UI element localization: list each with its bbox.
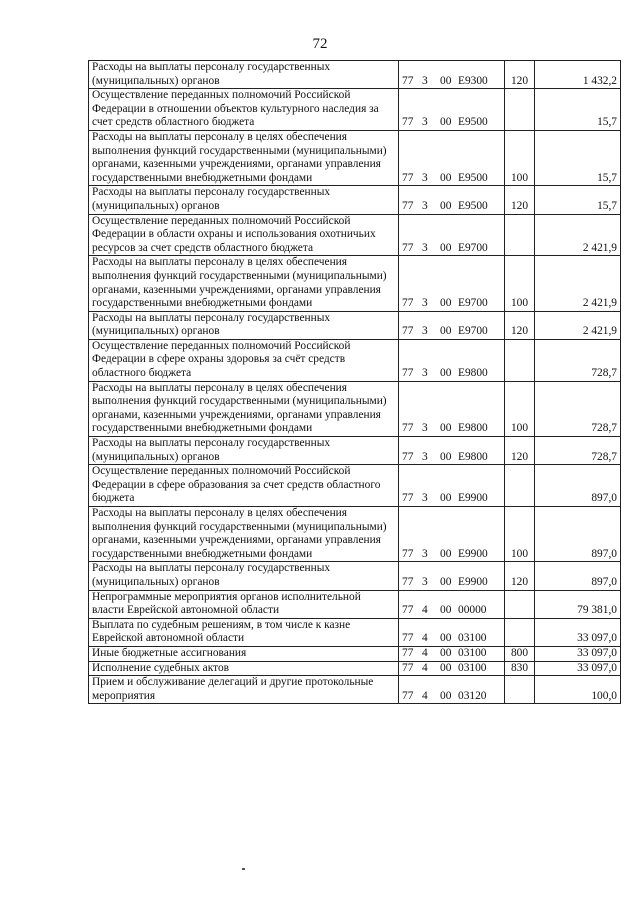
- code-direction: E9500: [458, 116, 488, 129]
- code-program: 77: [402, 646, 414, 659]
- code-subprogram: 3: [422, 199, 428, 212]
- code-program: 77: [402, 171, 414, 184]
- row-description: Расходы на выплаты персоналу государственных (муниципальных) органов: [89, 437, 399, 465]
- code-direction: 03100: [458, 632, 487, 645]
- table-row: [89, 465, 621, 507]
- row-expense-type: 120: [505, 186, 535, 214]
- row-expense-type: 120: [505, 437, 535, 465]
- table-row: [89, 507, 621, 562]
- row-amount: 897,0: [535, 465, 621, 507]
- table-row: [89, 311, 621, 339]
- table-row: [89, 61, 621, 89]
- row-amount: 79 381,0: [535, 590, 621, 618]
- code-main-event: 00: [440, 575, 452, 588]
- code-subprogram: 3: [422, 325, 428, 338]
- row-expense-type: 120: [505, 61, 535, 89]
- code-subprogram: 3: [422, 171, 428, 184]
- code-subprogram: 4: [422, 661, 428, 674]
- code-main-event: 00: [440, 116, 452, 129]
- row-description: Расходы на выплаты персоналу государственных (муниципальных) органов: [89, 562, 399, 590]
- row-expense-type: [505, 676, 535, 704]
- code-program: 77: [402, 74, 414, 87]
- table-row: [89, 590, 621, 618]
- row-target-code: [399, 562, 505, 590]
- code-program: 77: [402, 492, 414, 505]
- code-main-event: 00: [440, 646, 452, 659]
- row-description: Осуществление переданных полномочий Российской Федерации в области охраны и использования охотничьих ресурсов за счет средств областного бюджета: [89, 214, 399, 256]
- code-main-event: 00: [440, 689, 452, 702]
- code-subprogram: 3: [422, 450, 428, 463]
- code-direction: E9900: [458, 547, 488, 560]
- budget-table: [88, 60, 621, 704]
- row-amount: 33 097,0: [535, 646, 621, 661]
- row-description: Расходы на выплаты персоналу государственных (муниципальных) органов: [89, 186, 399, 214]
- code-program: 77: [402, 604, 414, 617]
- row-target-code: [399, 311, 505, 339]
- code-direction: 03120: [458, 689, 487, 702]
- table-row: [89, 437, 621, 465]
- row-expense-type: [505, 465, 535, 507]
- row-amount: 33 097,0: [535, 661, 621, 676]
- row-amount: 100,0: [535, 676, 621, 704]
- row-amount: 728,7: [535, 381, 621, 436]
- code-main-event: 00: [440, 661, 452, 674]
- code-program: 77: [402, 422, 414, 435]
- row-expense-type: 120: [505, 562, 535, 590]
- row-amount: 1 432,2: [535, 61, 621, 89]
- page-number: 72: [312, 36, 328, 52]
- code-program: 77: [402, 297, 414, 310]
- table-row: [89, 89, 621, 131]
- code-subprogram: 4: [422, 646, 428, 659]
- table-row: [89, 214, 621, 256]
- row-target-code: [399, 465, 505, 507]
- code-main-event: 00: [440, 199, 452, 212]
- row-expense-type: 100: [505, 381, 535, 436]
- row-amount: 2 421,9: [535, 214, 621, 256]
- row-amount: 897,0: [535, 507, 621, 562]
- row-target-code: [399, 661, 505, 676]
- row-amount: 2 421,9: [535, 311, 621, 339]
- budget-table-body: [89, 61, 621, 704]
- row-description: Расходы на выплаты персоналу в целях обеспечения выполнения функций государственными (муниципальными) органами, казенными учреждениями, органами управления государственными внебюджетными фондами: [89, 256, 399, 311]
- row-expense-type: [505, 339, 535, 381]
- code-direction: E9800: [458, 450, 488, 463]
- code-direction: E9800: [458, 422, 488, 435]
- row-expense-type: [505, 590, 535, 618]
- code-program: 77: [402, 547, 414, 560]
- row-target-code: [399, 256, 505, 311]
- table-row: [89, 339, 621, 381]
- code-program: 77: [402, 325, 414, 338]
- code-program: 77: [402, 689, 414, 702]
- row-target-code: [399, 186, 505, 214]
- code-subprogram: 3: [422, 116, 428, 129]
- row-target-code: [399, 130, 505, 185]
- code-main-event: 00: [440, 492, 452, 505]
- row-expense-type: [505, 214, 535, 256]
- row-description: Осуществление переданных полномочий Российской Федерации в сфере охраны здоровья за счёт средств областного бюджета: [89, 339, 399, 381]
- code-direction: 03100: [458, 646, 487, 659]
- code-main-event: 00: [440, 422, 452, 435]
- row-amount: 2 421,9: [535, 256, 621, 311]
- code-direction: E9900: [458, 575, 488, 588]
- code-direction: 03100: [458, 661, 487, 674]
- table-row: [89, 676, 621, 704]
- code-program: 77: [402, 575, 414, 588]
- row-amount: 728,7: [535, 437, 621, 465]
- table-row: [89, 256, 621, 311]
- row-target-code: [399, 437, 505, 465]
- row-target-code: [399, 339, 505, 381]
- row-description: Исполнение судебных актов: [89, 661, 399, 676]
- row-amount: 15,7: [535, 130, 621, 185]
- code-subprogram: 3: [422, 74, 428, 87]
- row-target-code: [399, 676, 505, 704]
- table-row: [89, 618, 621, 646]
- row-target-code: [399, 89, 505, 131]
- row-target-code: [399, 61, 505, 89]
- code-program: 77: [402, 241, 414, 254]
- row-description: Иные бюджетные ассигнования: [89, 646, 399, 661]
- code-direction: 00000: [458, 604, 487, 617]
- row-description: Непрограммные мероприятия органов исполнительной власти Еврейской автономной области: [89, 590, 399, 618]
- row-amount: 728,7: [535, 339, 621, 381]
- row-target-code: [399, 507, 505, 562]
- code-subprogram: 3: [422, 241, 428, 254]
- code-direction: E9700: [458, 241, 488, 254]
- row-description: Прием и обслуживание делегаций и другие протокольные мероприятия: [89, 676, 399, 704]
- row-target-code: [399, 618, 505, 646]
- footer-mark: [242, 868, 245, 870]
- row-expense-type: 800: [505, 646, 535, 661]
- code-program: 77: [402, 199, 414, 212]
- code-subprogram: 3: [422, 575, 428, 588]
- code-subprogram: 3: [422, 547, 428, 560]
- table-row: [89, 186, 621, 214]
- code-direction: E9700: [458, 325, 488, 338]
- row-amount: 897,0: [535, 562, 621, 590]
- code-direction: E9500: [458, 171, 488, 184]
- code-subprogram: 3: [422, 422, 428, 435]
- row-description: Расходы на выплаты персоналу в целях обеспечения выполнения функций государственными (муниципальными) органами, казенными учреждениями, органами управления государственными внебюджетными фондами: [89, 130, 399, 185]
- code-main-event: 00: [440, 171, 452, 184]
- table-row: [89, 661, 621, 676]
- row-description: Расходы на выплаты персоналу в целях обеспечения выполнения функций государственными (муниципальными) органами, казенными учреждениями, органами управления государственными внебюджетными фондами: [89, 507, 399, 562]
- row-description: Расходы на выплаты персоналу в целях обеспечения выполнения функций государственными (муниципальными) органами, казенными учреждениями, органами управления государственными внебюджетными фондами: [89, 381, 399, 436]
- table-row: [89, 381, 621, 436]
- code-main-event: 00: [440, 297, 452, 310]
- code-main-event: 00: [440, 367, 452, 380]
- row-expense-type: [505, 89, 535, 131]
- code-main-event: 00: [440, 325, 452, 338]
- code-main-event: 00: [440, 632, 452, 645]
- row-amount: 33 097,0: [535, 618, 621, 646]
- code-main-event: 00: [440, 74, 452, 87]
- row-expense-type: 100: [505, 130, 535, 185]
- row-expense-type: 830: [505, 661, 535, 676]
- row-target-code: [399, 381, 505, 436]
- row-description: Расходы на выплаты персоналу государственных (муниципальных) органов: [89, 61, 399, 89]
- table-row: [89, 130, 621, 185]
- code-main-event: 00: [440, 547, 452, 560]
- code-subprogram: 3: [422, 297, 428, 310]
- code-direction: E9900: [458, 492, 488, 505]
- row-amount: 15,7: [535, 186, 621, 214]
- row-amount: 15,7: [535, 89, 621, 131]
- row-expense-type: 100: [505, 507, 535, 562]
- code-main-event: 00: [440, 450, 452, 463]
- row-description: Осуществление переданных полномочий Российской Федерации в сфере образования за счет средств областного бюджета: [89, 465, 399, 507]
- row-description: Расходы на выплаты персоналу государственных (муниципальных) органов: [89, 311, 399, 339]
- code-main-event: 00: [440, 241, 452, 254]
- row-expense-type: 100: [505, 256, 535, 311]
- table-row: [89, 562, 621, 590]
- row-target-code: [399, 590, 505, 618]
- code-direction: E9500: [458, 199, 488, 212]
- row-description: Выплата по судебным решениям, в том числе к казне Еврейской автономной области: [89, 618, 399, 646]
- code-program: 77: [402, 450, 414, 463]
- row-description: Осуществление переданных полномочий Российской Федерации в отношении объектов культурного наследия за счет средств областного бюджета: [89, 89, 399, 131]
- code-subprogram: 3: [422, 492, 428, 505]
- table-row: [89, 646, 621, 661]
- code-direction: E9800: [458, 367, 488, 380]
- row-expense-type: [505, 618, 535, 646]
- code-subprogram: 4: [422, 689, 428, 702]
- code-subprogram: 4: [422, 632, 428, 645]
- code-main-event: 00: [440, 604, 452, 617]
- code-program: 77: [402, 367, 414, 380]
- code-program: 77: [402, 661, 414, 674]
- row-target-code: [399, 214, 505, 256]
- code-direction: E9700: [458, 297, 488, 310]
- code-direction: E9300: [458, 74, 488, 87]
- code-program: 77: [402, 116, 414, 129]
- row-expense-type: 120: [505, 311, 535, 339]
- row-target-code: [399, 646, 505, 661]
- code-subprogram: 3: [422, 367, 428, 380]
- code-subprogram: 4: [422, 604, 428, 617]
- code-program: 77: [402, 632, 414, 645]
